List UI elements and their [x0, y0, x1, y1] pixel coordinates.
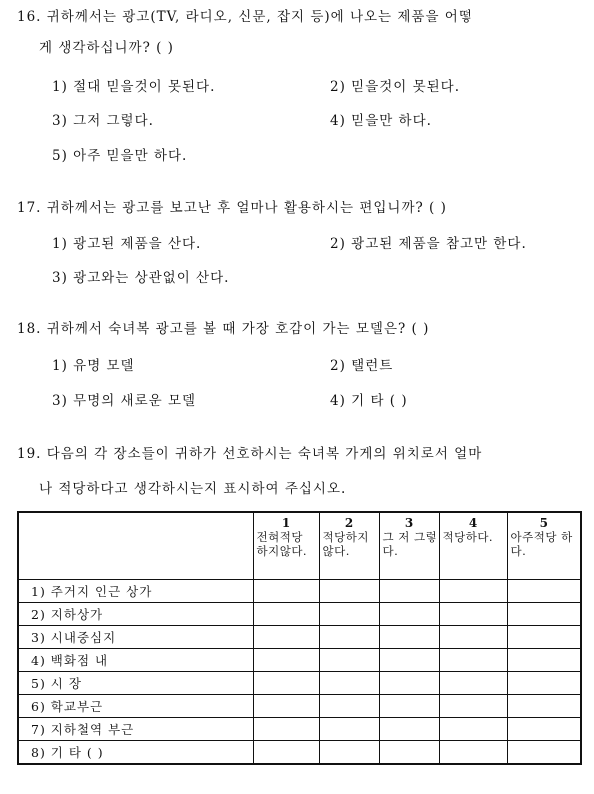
- table-row: [18, 672, 581, 695]
- q19-text-line2: 나 적당하다고 생각하시는지 표시하여 주십시오.: [39, 481, 347, 497]
- table-row: [18, 741, 581, 765]
- rating-cell[interactable]: [379, 741, 439, 765]
- q18-option-4[interactable]: 4) 기 타 ( ): [330, 393, 408, 409]
- q16-text-line2: 게 생각하십니까? ( ): [39, 40, 174, 56]
- rating-cell[interactable]: [507, 626, 581, 649]
- header-col-5-label: 아주적당 하다.: [510, 530, 573, 558]
- rating-cell[interactable]: [379, 672, 439, 695]
- rating-cell[interactable]: [507, 718, 581, 741]
- rating-cell[interactable]: [253, 741, 319, 765]
- rating-cell[interactable]: [379, 603, 439, 626]
- table-row: [18, 695, 581, 718]
- q18-option-3[interactable]: 3) 무명의 새로운 모델: [52, 393, 197, 409]
- rating-cell[interactable]: [507, 603, 581, 626]
- rating-cell[interactable]: [379, 649, 439, 672]
- rating-cell[interactable]: [507, 695, 581, 718]
- rating-cell[interactable]: [439, 741, 507, 765]
- header-col-1-label: 전혀적당 하지않다.: [256, 530, 308, 558]
- q16-option-2[interactable]: 2) 믿을것이 못된다.: [330, 79, 461, 95]
- rating-cell[interactable]: [253, 718, 319, 741]
- rating-cell[interactable]: [379, 718, 439, 741]
- rating-cell[interactable]: [439, 649, 507, 672]
- q17-option-2[interactable]: 2) 광고된 제품을 참고만 한다.: [330, 236, 527, 252]
- row-label: 5) 시 장: [18, 672, 253, 695]
- rating-cell[interactable]: [439, 695, 507, 718]
- q16-option-5[interactable]: 5) 아주 믿을만 하다.: [52, 148, 188, 164]
- table-row: [18, 580, 581, 603]
- rating-cell[interactable]: [439, 672, 507, 695]
- row-label: 7) 지하철역 부근: [18, 718, 253, 741]
- rating-cell[interactable]: [507, 649, 581, 672]
- rating-cell[interactable]: [439, 603, 507, 626]
- row-label: 2) 지하상가: [18, 603, 253, 626]
- header-col-1: [253, 512, 319, 580]
- table-row: [18, 649, 581, 672]
- rating-cell[interactable]: [319, 695, 379, 718]
- row-label: 6) 학교부근: [18, 695, 253, 718]
- header-col-2-number: 2: [344, 516, 354, 530]
- rating-cell[interactable]: [253, 603, 319, 626]
- rating-cell[interactable]: [319, 718, 379, 741]
- row-label: 3) 시내중심지: [18, 626, 253, 649]
- rating-cell[interactable]: [319, 741, 379, 765]
- rating-cell[interactable]: [319, 580, 379, 603]
- header-col-1-number: 1: [281, 516, 291, 530]
- header-col-3-label: 그 저 그렇다.: [382, 530, 438, 558]
- q18-option-2[interactable]: 2) 탤런트: [330, 358, 394, 374]
- rating-cell[interactable]: [253, 672, 319, 695]
- rating-cell[interactable]: [319, 626, 379, 649]
- header-col-4-label: 적당하다.: [442, 530, 494, 544]
- rating-table: [17, 511, 582, 765]
- header-col-3: [379, 512, 439, 580]
- q17-text-line1: 17. 귀하께서는 광고를 보고난 후 얼마나 활용하시는 편입니까? ( ): [17, 200, 447, 216]
- rating-cell[interactable]: [319, 672, 379, 695]
- rating-cell[interactable]: [253, 626, 319, 649]
- q16-option-3[interactable]: 3) 그저 그렇다.: [52, 113, 154, 129]
- rating-cell[interactable]: [507, 580, 581, 603]
- rating-cell[interactable]: [253, 649, 319, 672]
- q18-option-1[interactable]: 1) 유명 모델: [52, 358, 135, 374]
- row-label: 1) 주거지 인근 상가: [18, 580, 253, 603]
- header-col-4: [439, 512, 507, 580]
- q18-text-line1: 18. 귀하께서 숙녀복 광고를 볼 때 가장 호감이 가는 모델은? ( ): [17, 321, 430, 337]
- table-row: [18, 718, 581, 741]
- rating-cell[interactable]: [507, 741, 581, 765]
- rating-cell[interactable]: [319, 603, 379, 626]
- header-col-4-number: 4: [468, 516, 478, 530]
- header-blank-cell: [18, 512, 253, 580]
- rating-cell[interactable]: [379, 626, 439, 649]
- header-col-2: [319, 512, 379, 580]
- rating-cell[interactable]: [439, 626, 507, 649]
- rating-cell[interactable]: [507, 672, 581, 695]
- row-label: 4) 백화점 내: [18, 649, 253, 672]
- header-col-3-number: 3: [404, 516, 414, 530]
- rating-cell[interactable]: [253, 695, 319, 718]
- q16-option-4[interactable]: 4) 믿을만 하다.: [330, 113, 432, 129]
- table-row: [18, 603, 581, 626]
- q17-option-3[interactable]: 3) 광고와는 상관없이 산다.: [52, 270, 230, 286]
- header-col-5-number: 5: [539, 516, 548, 530]
- rating-cell[interactable]: [379, 695, 439, 718]
- q19-text-line1: 19. 다음의 각 장소들이 귀하가 선호하시는 숙녀복 가게의 위치로서 얼마: [17, 446, 483, 462]
- table-row: [18, 626, 581, 649]
- header-col-2-label: 적당하지 않다.: [322, 530, 369, 558]
- table-header-row: [18, 512, 581, 580]
- rating-cell[interactable]: [439, 580, 507, 603]
- rating-cell[interactable]: [253, 580, 319, 603]
- q17-option-1[interactable]: 1) 광고된 제품을 산다.: [52, 236, 202, 252]
- rating-cell[interactable]: [379, 580, 439, 603]
- rating-cell[interactable]: [439, 718, 507, 741]
- q16-option-1[interactable]: 1) 절대 믿을것이 못된다.: [52, 79, 216, 95]
- rating-cell[interactable]: [319, 649, 379, 672]
- header-col-5: [507, 512, 581, 580]
- q16-text-line1: 16. 귀하께서는 광고(TV, 라디오, 신문, 잡지 등)에 나오는 제품을 어떻: [17, 9, 473, 25]
- row-label: 8) 기 타 ( ): [18, 741, 253, 765]
